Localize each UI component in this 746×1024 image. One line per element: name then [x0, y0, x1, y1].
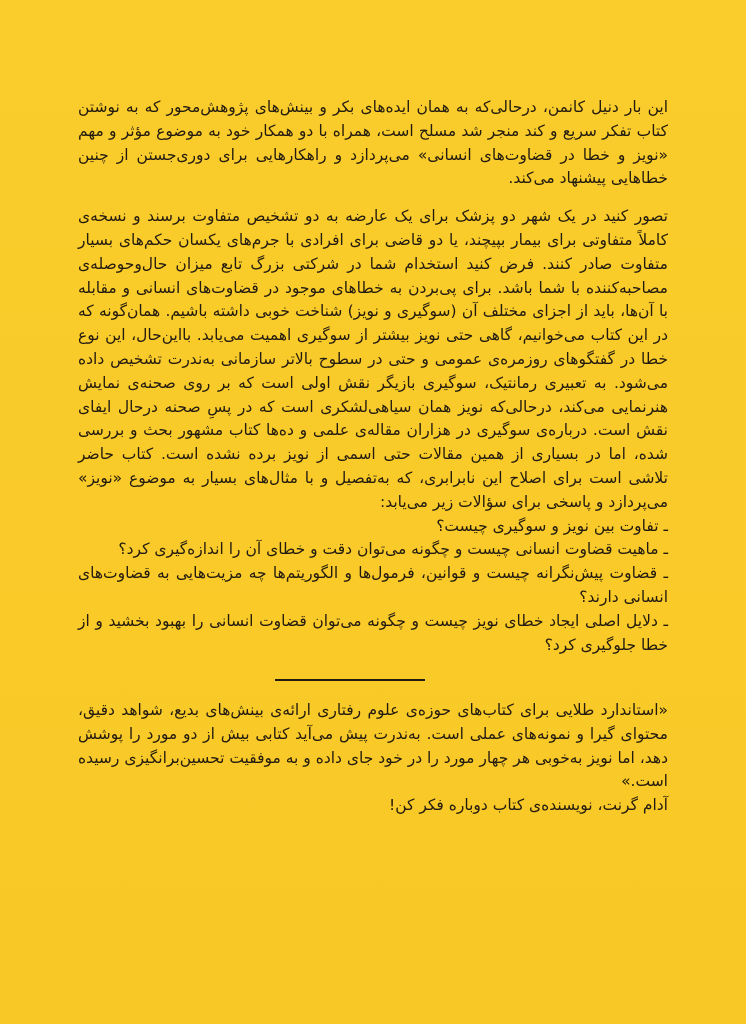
- question-item: ـ قضاوت پیش‌نگرانه چیست و قوانین، فرمول‌ها و الگوریتم‌ها چه مزیت‌هایی به قضاوت‌های انسانی دارند؟: [78, 564, 668, 606]
- endorsement-quote: «استاندارد طلایی برای کتاب‌های حوزه‌ی علوم رفتاری ارائه‌ی بینش‌های بدیع، شواهد دقیق، محتوای گیرا و نمونه‌های عملی است. به‌ندرت پیش می‌آید کتابی بیش از دو مورد را پوشش دهد، اما نویز به‌خوبی هر چهار مورد را در خود جای داده و به موفقیت تحسین‌برانگیزی رسیده است.»: [78, 700, 668, 791]
- question-list: [78, 515, 668, 658]
- question-item: ـ تفاوت بین نویز و سوگیری چیست؟: [436, 516, 668, 535]
- intro-paragraph: این بار دنیل کانمن، درحالی‌که به همان ایده‌های بکر و بینش‌های پژوهش‌محور که به نوشتن کتاب تفکر سریع و کند منجر شد مسلح است، همراه با دو همکار خود به موضوع مؤثر و مهم «نویز و خطا در قضاوت‌های انسانی» می‌پردازد و راهکارهایی برای دوری‌جستن از چنین خطاهایی پیشنهاد می‌کند.: [78, 98, 668, 188]
- section-divider: [275, 679, 425, 681]
- endorsement-attribution: آدام گرنت، نویسنده‌ی کتاب دوباره فکر کن!: [389, 796, 668, 815]
- question-item: ـ دلایل اصلی ایجاد خطای نویز چیست و چگونه می‌توان قضاوت انسانی را بهبود بخشید و از خطا جلوگیری کرد؟: [78, 611, 668, 654]
- back-cover-text: [78, 96, 668, 818]
- question-item: ـ ماهیت قضاوت انسانی چیست و چگونه می‌توان دقت و خطای آن را اندازه‌گیری کرد؟: [118, 540, 668, 559]
- description-paragraph: تصور کنید در یک شهر دو پزشک برای یک عارضه به دو تشخیص متفاوت برسند و نسخه‌ی کاملاً متفاوتی برای بیمار بپیچند، یا دو قاضی برای افرادی با جرم‌های یکسان حکم‌های بسیار متفاوت صادر کنند. فرض کنید استخدام شما در شرکتی بزرگ تابع میزان حال‌وحوصله‌ی مصاحبه‌کننده با شما باشد. برای پی‌بردن به خطاهای موجود در قضاوت‌های انسانی و مقابله با آن‌ها، باید از اجزای مختلف آن (سوگیری و نویز) شناخت خوبی داشته باشیم. همان‌گونه که در این کتاب می‌خوانیم، گاهی حتی نویز بیشتر از سوگیری اهمیت می‌یابد. بااین‌حال، این نوع خطا در گفتگوهای روزمره‌ی عمومی و حتی در سطوح بالاتر سازمانی به‌ندرت تشخیص داده می‌شود. به تعبیری رمانتیک، سوگیری بازیگر نقش اولی است که بر روی صحنه‌ی نمایش هنرنمایی می‌کند، درحالی‌که نویز همان سیاهی‌لشکری است که در پسِ صحنه درحال ایفای نقش است. درباره‌ی سوگیری در هزاران مقاله‌ی علمی و ده‌ها کتاب مشهور بحث و بررسی شده، اما در بسیاری از همین مقالات حتی اسمی از نویز برده نشده است. کتاب حاضر تلاشی است برای اصلاح این نابرابری، که به‌تفصیل و با مثال‌های بسیار به موضوع «نویز» می‌پردازد و پاسخی برای سؤالات زیر می‌یابد:: [78, 207, 668, 511]
